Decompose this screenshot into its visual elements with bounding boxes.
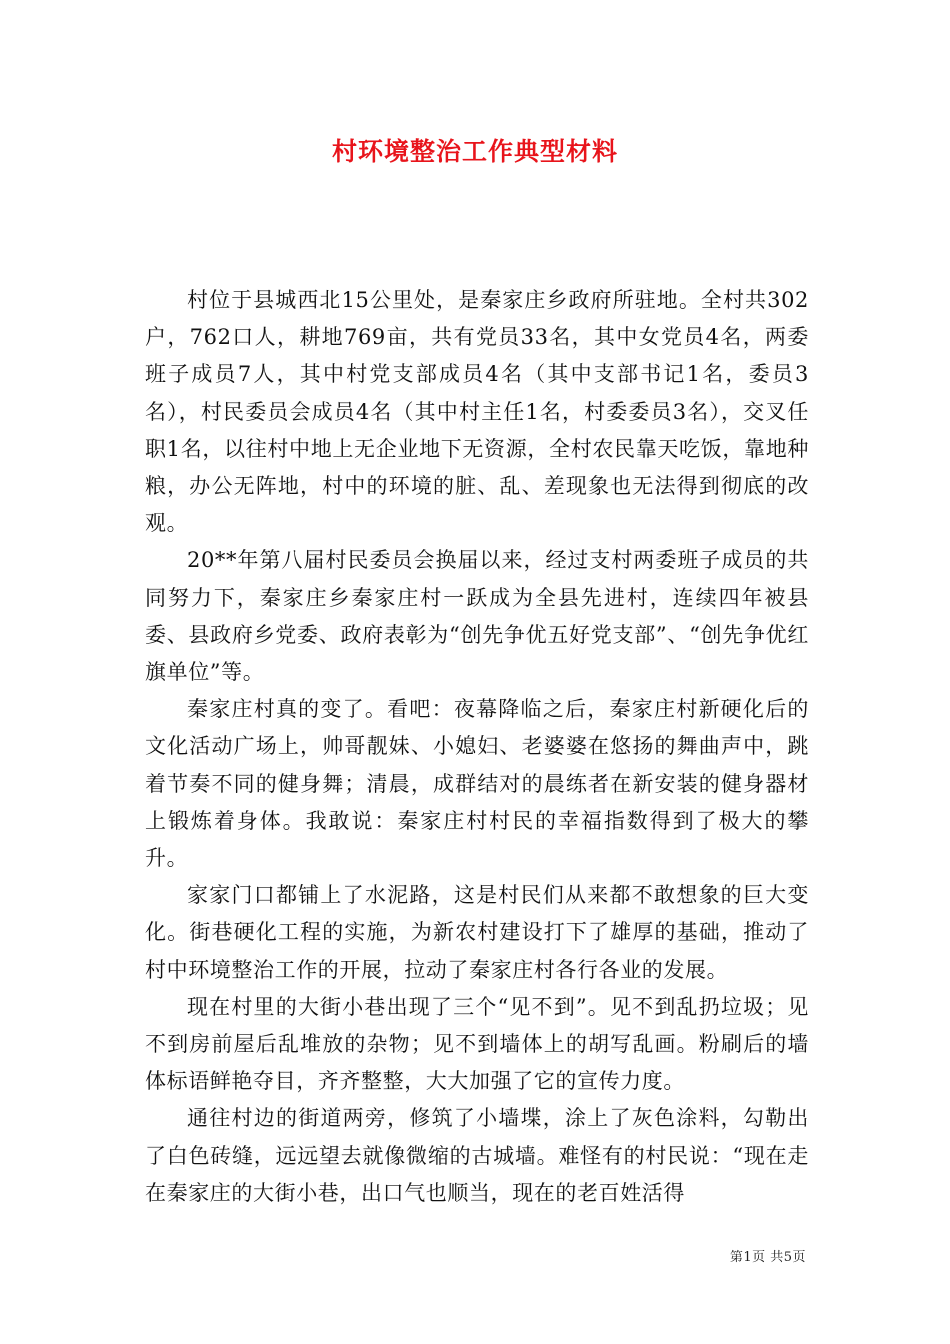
paragraph-3: 秦家庄村真的变了。看吧：夜幕降临之后，秦家庄村新硬化后的文化活动广场上，帅哥靓妹、小媳妇、老婆婆在悠扬的舞曲声中，跳着节奏不同的健身舞；清晨，成群结对的晨练者在新安装的健身器材上锻炼着身体。我敢说：秦家庄村村民的幸福指数得到了极大的攀升。 [145,697,809,871]
paragraph-6: 通往村边的街道两旁，修筑了小墙堞，涂上了灰色涂料，勾勒出了白色砖缝，远远望去就像微缩的古城墙。难怪有的村民说：“现在走在秦家庄的大街小巷，出口气也顺当，现在的老百姓活得 [145,1106,809,1205]
page-number: 第1页 共5页 [729,1250,806,1265]
document-title: 村环境整治工作典型材料 [331,137,618,166]
paragraph-1: 村位于县城西北15公里处，是秦家庄乡政府所驻地。全村共302户，762口人，耕地769亩，共有党员33名，其中女党员4名，两委班子成员7人，其中村党支部成员4名（其中支部书记1名，委员3名），村民委员会成员4名（其中村主任1名，村委委员3名），交叉任职1名，以往村中地上无企业地下无资源，全村农民靠天吃饭，靠地种粮，办公无阵地，村中的环境的脏、乱、差现象也无法得到彻底的改观。 [145,288,809,536]
paragraph-4: 家家门口都铺上了水泥路，这是村民们从来都不敢想象的巨大变化。街巷硬化工程的实施，为新农村建设打下了雄厚的基础，推动了村中环境整治工作的开展，拉动了秦家庄村各行各业的发展。 [145,883,809,982]
paragraph-5: 现在村里的大街小巷出现了三个“见不到”。见不到乱扔垃圾；见不到房前屋后乱堆放的杂物；见不到墙体上的胡写乱画。粉刷后的墙体标语鲜艳夺目，齐齐整整，大大加强了它的宣传力度。 [145,994,809,1094]
paragraph-2: 20**年第八届村民委员会换届以来，经过支村两委班子成员的共同努力下，秦家庄乡秦家庄村一跃成为全县先进村，连续四年被县委、县政府乡党委、政府表彰为“创先争优五好党支部”、“创先争优红旗单位”等。 [145,548,809,685]
document-body [145,282,809,1212]
